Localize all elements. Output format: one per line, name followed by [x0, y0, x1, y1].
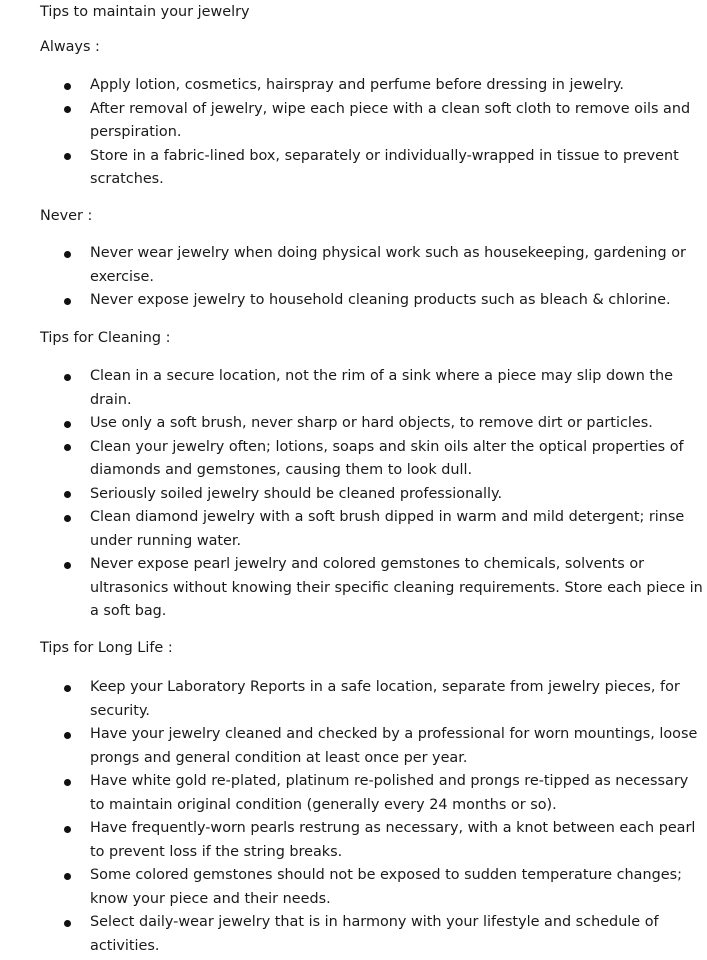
list-item: Have frequently-worn pearls restrung as necessary, with a knot between each pearl to prevent loss if the string breaks.: [0, 817, 668, 864]
bullet-icon: [64, 515, 71, 522]
never-list: [0, 242, 686, 313]
bullet-icon: [64, 826, 71, 833]
section-heading-never: Never :: [40, 208, 93, 224]
list-item: Some colored gemstones should not be exposed to sudden temperature changes; know your piece and their needs.: [0, 864, 668, 911]
list-item: Seriously soiled jewelry should be cleaned professionally.: [0, 483, 668, 507]
bullet-icon: [64, 873, 71, 880]
document-title: Tips to maintain your jewelry: [40, 4, 250, 20]
list-item: Never expose pearl jewelry and colored gemstones to chemicals, solvents or ultrasonics without knowing their specific cleaning requirements. Store each piece in a soft bag.: [0, 553, 668, 624]
list-item: Never expose jewelry to household cleaning products such as bleach & chlorine.: [0, 289, 668, 313]
bullet-icon: [64, 779, 71, 786]
list-item: Use only a soft brush, never sharp or hard objects, to remove dirt or particles.: [0, 412, 668, 436]
section-heading-long-life: Tips for Long Life :: [40, 640, 173, 656]
cleaning-list: [0, 365, 703, 624]
list-item: Clean in a secure location, not the rim of a sink where a piece may slip down the drain.: [0, 365, 668, 412]
bullet-icon: [64, 153, 71, 160]
list-item: Keep your Laboratory Reports in a safe location, separate from jewelry pieces, for security.: [0, 676, 668, 723]
bullet-icon: [64, 421, 71, 428]
bullet-icon: [64, 685, 71, 692]
list-item: Clean your jewelry often; lotions, soaps and skin oils alter the optical properties of diamonds and gemstones, causing them to look dull.: [0, 436, 668, 483]
bullet-icon: [64, 444, 71, 451]
bullet-icon: [64, 491, 71, 498]
bullet-icon: [64, 374, 71, 381]
long-life-list: [0, 676, 698, 958]
always-list: [0, 74, 691, 192]
list-item: Have your jewelry cleaned and checked by a professional for worn mountings, loose prongs and general condition at least once per year.: [0, 723, 668, 770]
bullet-icon: [64, 298, 71, 305]
bullet-icon: [64, 106, 71, 113]
list-item: Apply lotion, cosmetics, hairspray and perfume before dressing in jewelry.: [0, 74, 668, 98]
bullet-icon: [64, 732, 71, 739]
list-item: After removal of jewelry, wipe each piece with a clean soft cloth to remove oils and perspiration.: [0, 98, 668, 145]
list-item: Have white gold re-plated, platinum re-polished and prongs re-tipped as necessary to maintain original condition (generally every 24 months or so).: [0, 770, 668, 817]
bullet-icon: [64, 920, 71, 927]
bullet-icon: [64, 562, 71, 569]
list-item: Select daily-wear jewelry that is in harmony with your lifestyle and schedule of activities.: [0, 911, 668, 958]
section-heading-cleaning: Tips for Cleaning :: [40, 330, 171, 346]
section-heading-always: Always :: [40, 39, 100, 55]
list-item: Store in a fabric-lined box, separately or individually-wrapped in tissue to prevent scratches.: [0, 145, 668, 192]
list-item: Clean diamond jewelry with a soft brush dipped in warm and mild detergent; rinse under running water.: [0, 506, 668, 553]
list-item: Never wear jewelry when doing physical work such as housekeeping, gardening or exercise.: [0, 242, 668, 289]
bullet-icon: [64, 251, 71, 258]
bullet-icon: [64, 83, 71, 90]
